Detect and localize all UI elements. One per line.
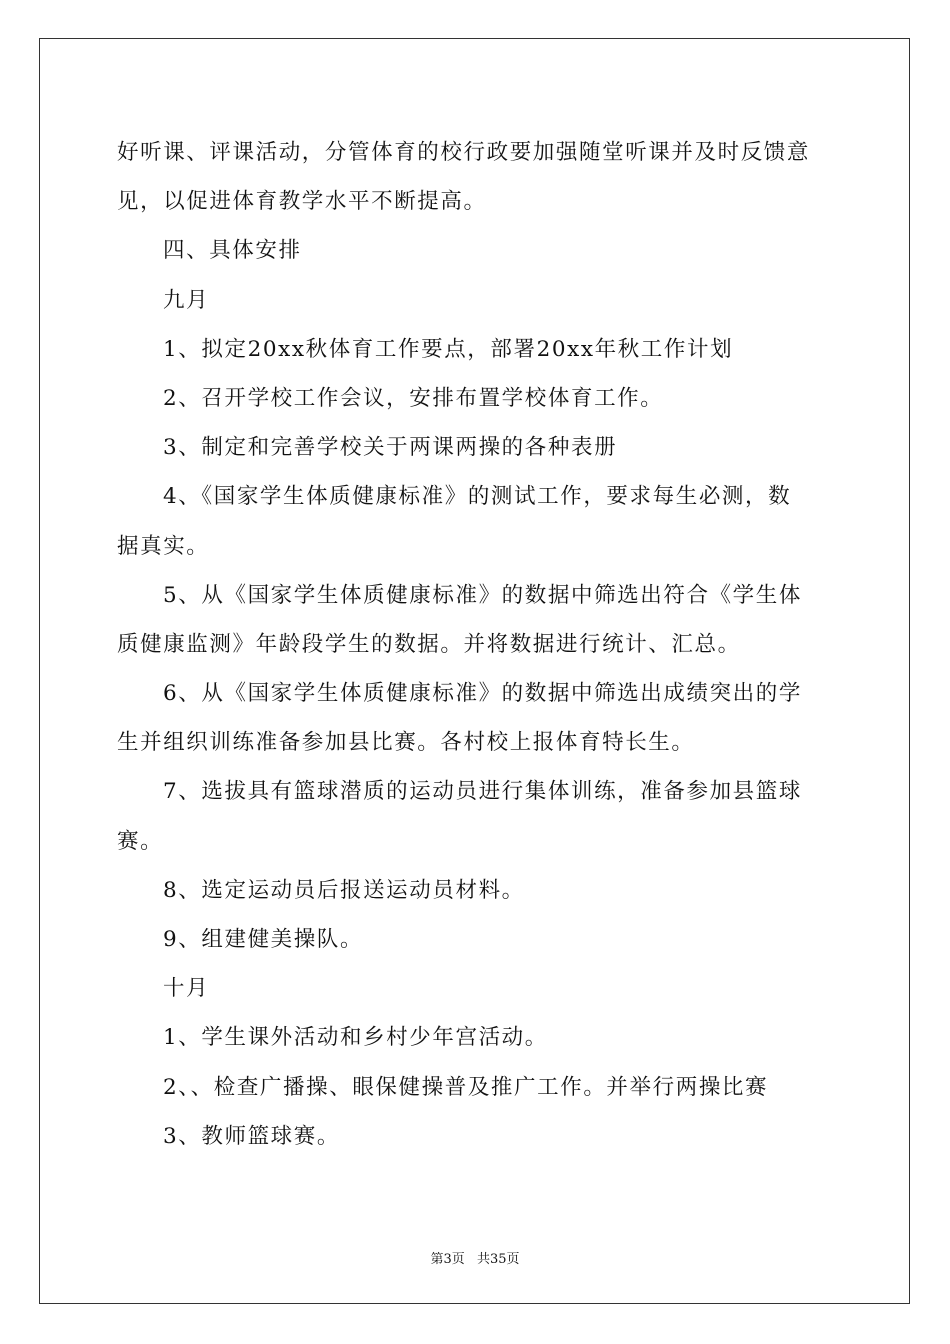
page-footer — [0, 1248, 950, 1267]
list-item-continuation: 赛。 — [117, 828, 164, 854]
current-page-number: 第3页 — [430, 1252, 465, 1267]
list-item-continuation: 生并组织训练准备参加县比赛。各村校上报体育特长生。 — [117, 730, 695, 756]
document-body — [117, 128, 837, 1161]
text-line: 见，以促进体育教学水平不断提高。 — [117, 189, 487, 215]
list-item: 7、选拔具有篮球潜质的运动员进行集体训练，准备参加县篮球 — [163, 779, 802, 805]
total-page-count: 共35页 — [476, 1252, 520, 1267]
list-item: 5、从《国家学生体质健康标准》的数据中筛选出符合《学生体 — [163, 582, 802, 608]
list-item: 1、学生课外活动和乡村少年宫活动。 — [163, 1025, 548, 1051]
list-item: 1、拟定20xx秋体育工作要点，部署20xx年秋工作计划 — [163, 336, 734, 362]
list-item: 9、组建健美操队。 — [163, 927, 364, 952]
list-item: 4、《国家学生体质健康标准》的测试工作，要求每生必测，数 — [163, 484, 792, 510]
list-item-continuation: 据真实。 — [117, 533, 210, 559]
text-line: 好听课、评课活动，分管体育的校行政要加强随堂听课并及时反馈意 — [117, 140, 811, 165]
list-item: 2、、检查广播操、眼保健操普及推广工作。并举行两操比赛 — [163, 1074, 769, 1100]
list-item-continuation: 质健康监测》年龄段学生的数据。并将数据进行统计、汇总。 — [117, 631, 741, 657]
list-item: 8、选定运动员后报送运动员材料。 — [163, 877, 525, 903]
list-item: 2、召开学校工作会议，安排布置学校体育工作。 — [163, 385, 664, 411]
month-heading-september: 九月 — [163, 287, 210, 313]
list-item: 3、制定和完善学校关于两课两操的各种表册 — [163, 435, 618, 461]
month-heading-october: 十月 — [163, 976, 210, 1002]
section-heading: 四、具体安排 — [163, 238, 302, 264]
list-item: 3、教师篮球赛。 — [163, 1123, 340, 1149]
list-item: 6、从《国家学生体质健康标准》的数据中筛选出成绩突出的学 — [163, 681, 802, 707]
